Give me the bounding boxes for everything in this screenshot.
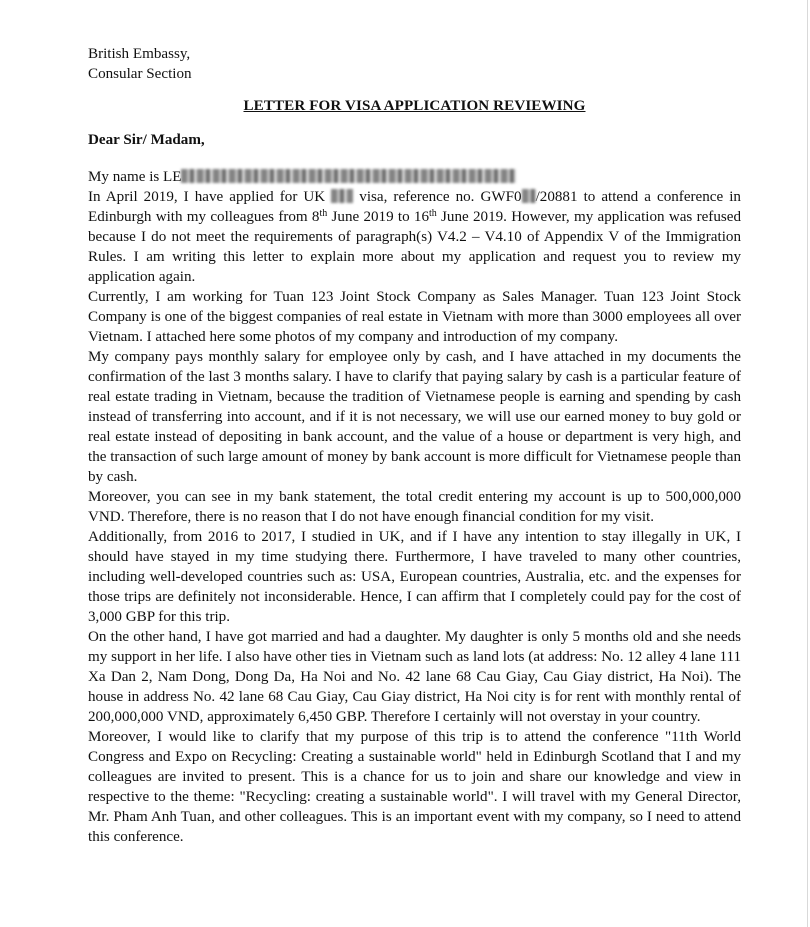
paragraph-family-ties: On the other hand, I have got married and had a daughter. My daughter is only 5 months old and she needs my support in her life. I also have other ties in Vietnam such as land lots (at address: No. 12 alley 4 lane 111 Xa Dan 2, Nam Dong, Dong Da, Ha Noi and No. 42 lane 68 Cau Giay, Cau Giay district, Ha Noi). The house in address No. 42 lane 68 Cau Giay, Cau Giay district, Ha Noi city is for rent with monthly rental of 200,000,000 VND, approximately 6,450 GBP. Therefore I certainly will not overstay in your country. <box>88 629 741 725</box>
paragraph-salary: My company pays monthly salary for employee only by cash, and I have attached in my documents the confirmation of the last 3 months salary. I have to clarify that paying salary by cash is a particular feature of real estate trading in Vietnam, because the tradition of Vietnamese people is earning and spending by cash instead of transferring into account, and if it is not necessary, we will use our earned money to buy gold or real estate instead of depositing in bank account, and the value of a house or department is very high, and the transaction of such large amount of money by bank account is more difficult for Vietnamese people than by cash. <box>88 349 741 485</box>
intro-text-c: /20881 to attend a conference in Edinburgh with my colleagues from 8 <box>88 189 741 225</box>
redacted-visa-type <box>331 189 353 203</box>
redacted-reference <box>522 189 536 203</box>
ordinal-suffix: th <box>429 208 437 219</box>
intro-text-a: In April 2019, I have applied for UK <box>88 189 326 205</box>
page-edge-divider <box>807 0 808 927</box>
paragraph-trip-purpose: Moreover, I would like to clarify that my purpose of this trip is to attend the conference "11th World Congress and Expo on Recycling: Creating a sustainable world" held in Edinburgh Scotland that I and my colleagues are invited to present. This is a chance for us to join and share our knowledge and view in respective to the theme: "Recycling: creating a sustainable world". I will travel with my General Director, Mr. Pham Anh Tuan, and other colleagues. This is an important event with my company, so I need to attend this conference. <box>88 729 741 845</box>
intro-text-b: visa, reference no. GWF0 <box>359 189 522 205</box>
paragraph-travel-history: Additionally, from 2016 to 2017, I studied in UK, and if I have any intention to stay illegally in UK, I should have stayed in my time studying there. Furthermore, I have traveled to many other countries, including well-developed countries such as: USA, European countries, Australia, etc. and the expenses for those trips are definitely not inconsiderable. Hence, I can affirm that I completely could pay for the cost of 3,000 GBP for this trip. <box>88 529 741 625</box>
salutation: Dear Sir/ Madam, <box>88 132 205 148</box>
paragraph-bank-statement: Moreover, you can see in my bank statement, the total credit entering my account is up to 500,000,000 VND. Therefore, there is no reason that I do not have enough financial condition for my visit. <box>88 489 741 525</box>
recipient-line-1: British Embassy, <box>88 46 191 62</box>
intro-name-line <box>88 167 741 187</box>
letter-body <box>88 44 741 847</box>
name-prefix: My name is LE <box>88 169 182 185</box>
recipient-block <box>88 44 741 84</box>
recipient-line-2: Consular Section <box>88 66 192 82</box>
redacted-name <box>181 169 516 183</box>
paragraph-employment: Currently, I am working for Tuan 123 Joint Stock Company as Sales Manager. Tuan 123 Joint Stock Company is one of the biggest companies of real estate in Vietnam with more than 3000 employees all over Vietnam. I attached here some photos of my company and introduction of my company. <box>88 289 741 345</box>
letter-title: LETTER FOR VISA APPLICATION REVIEWING <box>243 98 586 114</box>
intro-text-d: June 2019 to 16 <box>327 209 430 225</box>
ordinal-suffix: th <box>319 208 328 219</box>
intro-paragraph <box>88 187 741 287</box>
intro-text-e: June 2019. However, my application was refused because I do not meet the requirements of paragraph(s) V4.2 – V4.10 of Appendix V of the Immigration Rules. I am writing this letter to explain more about my application and request you to review my application again. <box>88 209 741 285</box>
